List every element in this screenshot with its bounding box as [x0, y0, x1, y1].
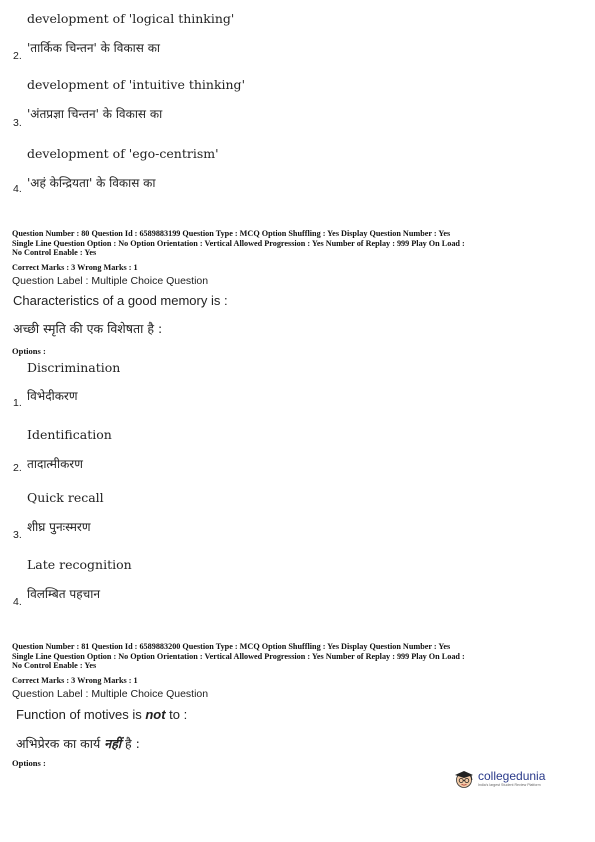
q81-meta-line3: No Control Enable : Yes [12, 661, 97, 671]
q80-meta-line1: Question Number : 80 Question Id : 6589883199 Question Type : MCQ Option Shuffling : Yes Display Question Number : Yes [12, 229, 451, 238]
q81-text-hi-emphasis: नहीं [104, 736, 122, 751]
q80-option-3-en: Quick recall [27, 490, 104, 505]
prev-option-2-en: development of 'intuitive thinking' [27, 77, 245, 92]
q81-text-hi-suffix: है : [121, 736, 140, 751]
q81-meta-line2: Single Line Question Option : No Option Orientation : Vertical Allowed Progression : Yes Number of Replay : 999 Play On Load : [12, 651, 465, 661]
prev-option-4-number: 4. [13, 183, 22, 195]
watermark-name: collegedunia [478, 769, 546, 783]
q80-question-text-en: Characteristics of a good memory is : [13, 293, 228, 308]
q80-option-2-number: 2. [13, 462, 22, 474]
q81-meta [12, 642, 587, 671]
q81-question-text-hi [16, 735, 140, 752]
q81-text-en-prefix: Function of motives is [16, 707, 146, 722]
q81-question-label: Question Label : Multiple Choice Question [12, 688, 209, 700]
mascot-logo-icon [453, 768, 475, 790]
q80-option-2-en: Identification [27, 427, 112, 442]
q80-question-label: Question Label : Multiple Choice Question [12, 275, 209, 287]
q80-marks: Correct Marks : 3 Wrong Marks : 1 [12, 263, 138, 272]
q81-question-text-en [16, 707, 187, 722]
q80-option-3-hi: शीघ्र पुनःस्मरण [27, 520, 91, 534]
q81-options-label: Options : [12, 758, 46, 768]
q81-text-en-emphasis: not [145, 707, 166, 722]
q80-option-4-number: 4. [13, 596, 22, 608]
prev-option-3-en: development of 'ego-centrism' [27, 146, 219, 161]
q80-option-4-hi: विलम्बित पहचान [27, 587, 101, 601]
watermark-tagline: India's largest Student Review Platform [478, 783, 541, 787]
q80-option-1-number: 1. [13, 397, 22, 409]
q80-option-4-en: Late recognition [27, 557, 132, 572]
q80-meta [12, 229, 587, 258]
q81-text-hi-prefix: अभिप्रेरक का कार्य [16, 736, 105, 751]
prev-option-3-hi: 'अंतप्रज्ञा चिन्तन' के विकास का [27, 107, 163, 121]
q80-meta-line3: No Control Enable : Yes [12, 248, 97, 258]
q80-option-2-hi: तादात्मीकरण [27, 457, 83, 471]
q81-meta-line1: Question Number : 81 Question Id : 6589883200 Question Type : MCQ Option Shuffling : Yes Display Question Number : Yes [12, 642, 451, 651]
q80-meta-line2: Single Line Question Option : No Option Orientation : Vertical Allowed Progression : Yes Number of Replay : 999 Play On Load : [12, 238, 465, 248]
prev-option-2-number: 2. [13, 50, 22, 62]
q80-option-1-en: Discrimination [27, 360, 121, 375]
prev-option-4-hi: 'अहं केन्द्रियता' के विकास का [27, 176, 156, 190]
q80-option-1-hi: विभेदीकरण [27, 389, 78, 403]
prev-option-1-en: development of 'logical thinking' [27, 11, 235, 26]
prev-option-2-hi: 'तार्किक चिन्तन' के विकास का [27, 41, 161, 55]
prev-option-3-number: 3. [13, 117, 22, 129]
q80-option-3-number: 3. [13, 529, 22, 541]
q80-question-text-hi: अच्छी स्मृति की एक विशेषता है : [13, 321, 163, 336]
collegedunia-watermark [453, 768, 555, 790]
q81-text-en-suffix: to : [165, 707, 188, 722]
q81-marks: Correct Marks : 3 Wrong Marks : 1 [12, 676, 138, 685]
q80-options-label: Options : [12, 346, 46, 356]
